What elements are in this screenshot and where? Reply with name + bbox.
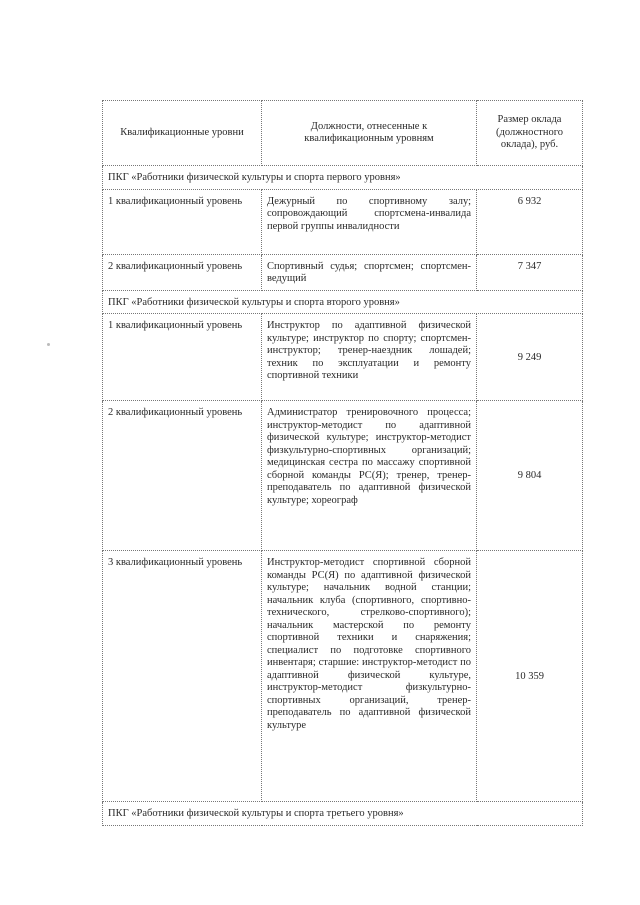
positions-cell: Инструктор-методист спортивной сборной команды РС(Я) по адаптивной физической культуре; начальник водной станции; начальник клуба (спортивного, спортивно-технического, стрелково-спортивного); начальник мастерской по ремонту спортивной техники и снаряжения; специалист по подготовке спортивного инвентаря; старшие: инструктор-методист по адаптивной физической культуре, инструктор-методист физкультурно-спортивных организаций, тренер-преподаватель по адаптивной физической культуре (262, 551, 477, 802)
positions-cell: Администратор тренировочного процесса; инструктор-методист по адаптивной физической культуре; инструктор-методист физкультурно-спортивных организаций; медицинская сестра по массажу спортивной сборной команды РС(Я); тренер, тренер-преподаватель по адаптивной физической культуре; хореограф (262, 401, 477, 551)
table-row (103, 189, 583, 254)
group-row (103, 802, 583, 826)
table-row (103, 401, 583, 551)
group-row (103, 290, 583, 314)
salary-cell: 9 249 (477, 314, 583, 401)
table-row (103, 551, 583, 802)
level-cell: 2 квалификационный уровень (103, 254, 262, 290)
positions-cell: Дежурный по спортивному залу; сопровождающий спортсмена-инвалида первой группы инвалидности (262, 189, 477, 254)
group-title: ПКГ «Работники физической культуры и спорта третьего уровня» (103, 802, 583, 826)
level-cell: 2 квалификационный уровень (103, 401, 262, 551)
salary-cell: 6 932 (477, 189, 583, 254)
margin-dot (47, 343, 50, 346)
salary-cell: 7 347 (477, 254, 583, 290)
salary-cell: 10 359 (477, 551, 583, 802)
header-positions: Должности, отнесенные к квалификационным уровням (262, 101, 477, 166)
salary-table (102, 100, 583, 826)
table-row (103, 314, 583, 401)
level-cell: 1 квалификационный уровень (103, 314, 262, 401)
header-level: Квалификационные уровни (103, 101, 262, 166)
group-title: ПКГ «Работники физической культуры и спорта первого уровня» (103, 166, 583, 190)
positions-cell: Спортивный судья; спортсмен; спортсмен-ведущий (262, 254, 477, 290)
header-salary: Размер оклада (должностного оклада), руб. (477, 101, 583, 166)
salary-cell: 9 804 (477, 401, 583, 551)
level-cell: 3 квалификационный уровень (103, 551, 262, 802)
table-header-row (103, 101, 583, 166)
level-cell: 1 квалификационный уровень (103, 189, 262, 254)
group-title: ПКГ «Работники физической культуры и спорта второго уровня» (103, 290, 583, 314)
group-row (103, 166, 583, 190)
table-row (103, 254, 583, 290)
positions-cell: Инструктор по адаптивной физической культуре; инструктор по спорту; спортсмен-инструктор; тренер-наездник лошадей; техник по эксплуатации и ремонту спортивной техники (262, 314, 477, 401)
